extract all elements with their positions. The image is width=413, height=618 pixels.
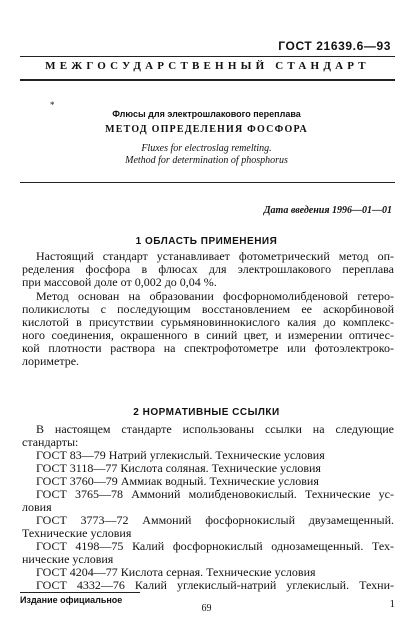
reference-line: ГОСТ 3773—72 Аммоний фосфорнокислый двузамещенный. [36,513,394,527]
body-line: Метод основан на образовании фосфорномолибденовой гетеро- [36,289,394,303]
sheet-number: 1 [389,598,395,610]
body-line: В настоящем стандарте использованы ссылки на следующие [36,422,394,436]
reference-line: ГОСТ 4204—77 Кислота серная. Технические условия [36,565,316,579]
section-heading-references: 2 НОРМАТИВНЫЕ ССЫЛКИ [133,407,280,418]
title-rule [20,182,395,183]
asterisk-mark: * [50,100,55,110]
body-line: стандарты: [22,435,79,449]
footer-rule [20,592,140,593]
reference-line: ГОСТ 83—79 Натрий углекислый. Технические условия [36,448,325,462]
header-rule-thick [20,79,395,81]
section-heading-scope: 1 ОБЛАСТЬ ПРИМЕНЕНИЯ [135,236,278,247]
title-en: Fluxes for electroslag remelting. [141,143,272,154]
title-ru: Флюсы для электрошлакового переплава [112,109,301,119]
reference-line: ГОСТ 3118—77 Кислота соляная. Технические условия [36,461,321,475]
reference-line: ГОСТ 3760—79 Аммиак водный. Технические условия [36,474,319,488]
body-line: ределения фосфора в флюсах для электрошлакового переплава [22,262,394,276]
page-number: 69 [201,603,212,614]
reference-line: ГОСТ 4198—75 Калий фосфорнокислый однозамещенный. Тех- [36,539,394,553]
header-rule [20,56,395,57]
reference-line: ГОСТ 3765—78 Аммоний молибденовокислый. Технические ус- [36,487,394,501]
gost-code: ГОСТ 21639.6—93 [278,39,391,53]
body-line: лориметре. [22,354,80,368]
method-title-en: Method for determination of phosphorus [125,155,288,166]
body-line: ного соединения, окрашенного в синий цвет, и измерении оптичес- [22,328,394,342]
reference-line: нические условия [22,552,114,566]
reference-line: ловия [22,500,52,514]
method-title-ru: МЕТОД ОПРЕДЕЛЕНИЯ ФОСФОРА [105,124,308,135]
official-edition-label: Издание официальное [20,595,123,605]
interstate-standard-banner: МЕЖГОСУДАРСТВЕННЫЙ СТАНДАРТ [45,60,370,72]
body-line: при массовой доле от 0,002 до 0,04 %. [22,275,217,289]
reference-line: Технические условия [22,526,132,540]
body-line: Настоящий стандарт устанавливает фотометрический метод оп- [36,249,394,263]
body-line: кислотой в присутствии сурьмяновиннокислого калия до комплекс- [22,315,394,329]
body-line: кой плотности раствора на спектрофотометре или фотоэлектроко- [22,341,394,355]
body-line: поликислоты с последующим восстановлением ее аскорбиновой [22,302,394,316]
reference-line: ГОСТ 4332—76 Калий углекислый-натрий углекислый. Техни- [36,578,394,592]
introduction-date: Дата введения 1996—01—01 [263,205,392,216]
